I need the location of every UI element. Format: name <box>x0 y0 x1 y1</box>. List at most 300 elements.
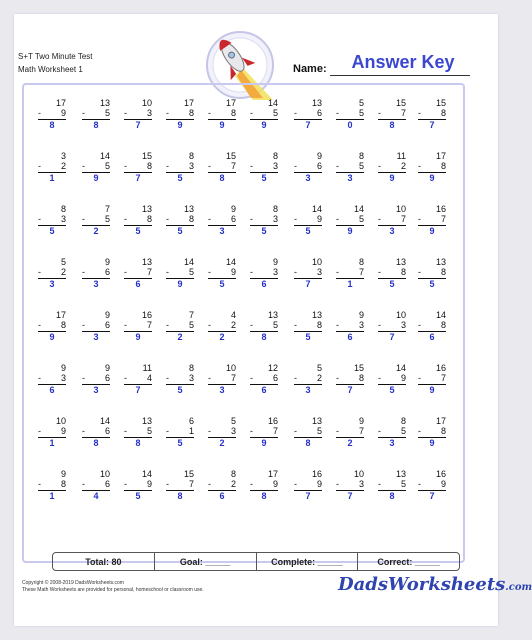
answer-value: 9 <box>219 120 225 130</box>
subtrahend-row <box>294 214 322 224</box>
minuend: 9 <box>230 204 236 214</box>
minuend: 9 <box>358 416 364 426</box>
minus-sign: - <box>124 267 127 277</box>
minus-sign: - <box>294 214 297 224</box>
minus-sign: - <box>38 479 41 489</box>
subtrahend-row <box>250 373 278 383</box>
subtrahend: 9 <box>230 267 236 277</box>
subtrahend-row <box>336 108 364 118</box>
minus-sign: - <box>294 373 297 383</box>
minus-sign: - <box>418 161 421 171</box>
minus-sign: - <box>336 214 339 224</box>
minus-sign: - <box>166 373 169 383</box>
subtrahend: 5 <box>104 161 110 171</box>
answer-value: 8 <box>135 438 141 448</box>
minuend: 14 <box>311 204 322 214</box>
problem-item <box>166 257 194 290</box>
answer-value: 5 <box>389 279 395 289</box>
problem-item <box>124 310 152 343</box>
problem-item <box>38 416 66 449</box>
minuend: 8 <box>60 204 66 214</box>
minuend: 13 <box>141 204 152 214</box>
minus-sign: - <box>294 267 297 277</box>
subtrahend: 5 <box>400 426 406 436</box>
minuend: 14 <box>267 98 278 108</box>
answer-value: 2 <box>219 438 225 448</box>
minus-sign: - <box>378 161 381 171</box>
subtrahend: 6 <box>272 373 278 383</box>
problem-item <box>336 204 364 237</box>
answer-value: 5 <box>219 279 225 289</box>
minus-sign: - <box>82 161 85 171</box>
answer-value: 8 <box>389 491 395 501</box>
subtrahend: 3 <box>146 108 152 118</box>
problem-item <box>250 363 278 396</box>
minus-sign: - <box>208 161 211 171</box>
subtrahend-row <box>124 161 152 171</box>
answer-value: 6 <box>135 279 141 289</box>
answer-value: 6 <box>429 332 435 342</box>
minus-sign: - <box>418 479 421 489</box>
brand-suffix: .com <box>505 582 532 593</box>
subtrahend: 3 <box>188 161 194 171</box>
minus-sign: - <box>124 214 127 224</box>
minuend: 14 <box>99 416 110 426</box>
problem-item <box>418 416 446 449</box>
minus-sign: - <box>38 214 41 224</box>
answer-value: 3 <box>305 173 311 183</box>
problem-item <box>294 151 322 184</box>
subtrahend-row <box>208 320 236 330</box>
minuend: 8 <box>400 416 406 426</box>
answer-value: 7 <box>347 491 353 501</box>
minuend: 17 <box>267 469 278 479</box>
minus-sign: - <box>124 373 127 383</box>
minus-sign: - <box>250 161 253 171</box>
subtrahend-row <box>166 108 194 118</box>
subtrahend-row <box>418 214 446 224</box>
subtrahend-row <box>378 320 406 330</box>
minus-sign: - <box>166 214 169 224</box>
minuend: 9 <box>104 363 110 373</box>
subtrahend-row <box>336 373 364 383</box>
answer-value: 3 <box>93 279 99 289</box>
problem-item <box>38 363 66 396</box>
goal-field: Goal: _____ <box>155 553 257 570</box>
problem-item <box>336 416 364 449</box>
problem-item <box>294 469 322 502</box>
subtrahend-row <box>82 108 110 118</box>
answer-value: 7 <box>347 385 353 395</box>
problem-item <box>294 310 322 343</box>
minuend: 17 <box>55 98 66 108</box>
subtrahend: 8 <box>188 214 194 224</box>
subtrahend: 7 <box>440 214 446 224</box>
subtrahend: 5 <box>104 108 110 118</box>
minuend: 13 <box>99 98 110 108</box>
problem-item <box>336 469 364 502</box>
subtrahend: 9 <box>316 214 322 224</box>
subtrahend: 5 <box>146 426 152 436</box>
minus-sign: - <box>250 108 253 118</box>
total-count: Total: 80 <box>53 553 155 570</box>
minuend: 17 <box>435 416 446 426</box>
answer-value: 7 <box>429 491 435 501</box>
answer-value: 7 <box>305 279 311 289</box>
minuend: 5 <box>358 98 364 108</box>
answer-value: 8 <box>261 332 267 342</box>
minus-sign: - <box>250 267 253 277</box>
answer-value: 8 <box>261 491 267 501</box>
minuend: 16 <box>141 310 152 320</box>
minuend: 8 <box>272 204 278 214</box>
subtrahend: 2 <box>230 320 236 330</box>
subtrahend-row <box>418 479 446 489</box>
subtrahend-row <box>208 267 236 277</box>
answer-value: 3 <box>93 385 99 395</box>
answer-value: 7 <box>429 120 435 130</box>
minus-sign: - <box>124 108 127 118</box>
answer-value: 5 <box>305 332 311 342</box>
minus-sign: - <box>38 320 41 330</box>
minuend: 10 <box>353 469 364 479</box>
problem-item <box>124 469 152 502</box>
subtrahend-row <box>208 161 236 171</box>
minus-sign: - <box>418 426 421 436</box>
subtrahend-row <box>166 479 194 489</box>
subtrahend: 8 <box>146 214 152 224</box>
problem-item <box>336 310 364 343</box>
minuend: 8 <box>272 151 278 161</box>
minus-sign: - <box>336 426 339 436</box>
problem-item <box>124 204 152 237</box>
minus-sign: - <box>82 214 85 224</box>
answer-value: 7 <box>135 385 141 395</box>
subtrahend-row <box>124 373 152 383</box>
subtrahend: 3 <box>358 479 364 489</box>
subtrahend-row <box>418 161 446 171</box>
problem-item <box>124 151 152 184</box>
subtrahend: 9 <box>60 108 66 118</box>
answer-value: 9 <box>347 226 353 236</box>
minuend: 13 <box>141 257 152 267</box>
answer-value: 8 <box>49 120 55 130</box>
subtrahend: 8 <box>440 108 446 118</box>
subtrahend-row <box>208 108 236 118</box>
subtrahend-row <box>124 108 152 118</box>
subtrahend: 5 <box>358 108 364 118</box>
subtrahend-row <box>250 214 278 224</box>
answer-value: 3 <box>389 226 395 236</box>
score-footer <box>52 552 460 571</box>
minuend: 14 <box>435 310 446 320</box>
correct-field: Correct: _____ <box>377 556 440 567</box>
answer-value: 2 <box>177 332 183 342</box>
subtrahend-row <box>124 426 152 436</box>
minuend: 9 <box>104 257 110 267</box>
answer-value: 5 <box>135 226 141 236</box>
subtrahend: 2 <box>60 267 66 277</box>
minuend: 8 <box>358 257 364 267</box>
subtrahend: 7 <box>400 108 406 118</box>
answer-value: 8 <box>389 120 395 130</box>
subtrahend-row <box>82 161 110 171</box>
subtrahend-row <box>336 320 364 330</box>
problem-item <box>166 204 194 237</box>
minus-sign: - <box>208 108 211 118</box>
subtrahend: 6 <box>104 320 110 330</box>
subtrahend-row <box>82 267 110 277</box>
subtrahend-row <box>38 267 66 277</box>
answer-value: 9 <box>177 120 183 130</box>
problem-item <box>336 151 364 184</box>
minuend: 11 <box>396 151 406 161</box>
minus-sign: - <box>82 373 85 383</box>
subtrahend-row <box>166 426 194 436</box>
subtrahend: 5 <box>316 426 322 436</box>
problem-item <box>378 363 406 396</box>
worksheet-title-block <box>18 50 92 76</box>
subtrahend-row <box>82 426 110 436</box>
subtrahend-row <box>378 426 406 436</box>
minuend: 13 <box>311 98 322 108</box>
answer-value: 5 <box>135 491 141 501</box>
subtrahend: 3 <box>60 373 66 383</box>
subtrahend: 7 <box>358 426 364 436</box>
answer-value: 3 <box>305 385 311 395</box>
minuend: 17 <box>435 151 446 161</box>
problem-item <box>250 416 278 449</box>
subtrahend: 3 <box>316 267 322 277</box>
problem-item <box>124 257 152 290</box>
subtrahend-row <box>166 373 194 383</box>
problem-item <box>208 363 236 396</box>
problem-item <box>250 204 278 237</box>
minus-sign: - <box>294 479 297 489</box>
minus-sign: - <box>336 161 339 171</box>
answer-value: 5 <box>305 226 311 236</box>
name-label: Name: <box>293 63 327 75</box>
problem-item <box>378 416 406 449</box>
subtrahend-row <box>294 373 322 383</box>
minus-sign: - <box>38 108 41 118</box>
problem-item <box>378 257 406 290</box>
subtrahend: 3 <box>60 214 66 224</box>
minuend: 9 <box>104 310 110 320</box>
subtrahend: 7 <box>230 373 236 383</box>
subtrahend-row <box>208 373 236 383</box>
problem-item <box>418 151 446 184</box>
subtrahend: 6 <box>104 267 110 277</box>
problem-item <box>124 98 152 131</box>
answer-value: 9 <box>177 279 183 289</box>
subtrahend-row <box>294 426 322 436</box>
answer-value: 2 <box>219 332 225 342</box>
minus-sign: - <box>336 267 339 277</box>
problem-item <box>38 98 66 131</box>
subtrahend-row <box>418 320 446 330</box>
subtrahend: 7 <box>146 320 152 330</box>
subtrahend: 2 <box>230 479 236 489</box>
subtrahend: 5 <box>188 267 194 277</box>
subtrahend: 8 <box>440 161 446 171</box>
minus-sign: - <box>166 320 169 330</box>
minus-sign: - <box>208 479 211 489</box>
minus-sign: - <box>294 426 297 436</box>
subtrahend-row <box>294 479 322 489</box>
minuend: 17 <box>55 310 66 320</box>
problem-item <box>166 416 194 449</box>
subtrahend-row <box>378 108 406 118</box>
name-line <box>330 75 470 76</box>
minuend: 13 <box>395 257 406 267</box>
copyright-line: Copyright © 2008-2019 DadsWorksheets.com <box>22 580 124 586</box>
answer-value: 5 <box>49 226 55 236</box>
minus-sign: - <box>250 426 253 436</box>
minuend: 8 <box>358 151 364 161</box>
answer-value: 4 <box>93 491 99 501</box>
problem-item <box>82 416 110 449</box>
answer-value: 6 <box>347 332 353 342</box>
answer-value: 5 <box>429 279 435 289</box>
subtrahend: 3 <box>272 267 278 277</box>
problem-item <box>378 98 406 131</box>
minus-sign: - <box>336 320 339 330</box>
answer-value: 7 <box>305 491 311 501</box>
brand-name: DadsWorksheets <box>338 574 506 595</box>
subtrahend: 6 <box>104 373 110 383</box>
minus-sign: - <box>418 214 421 224</box>
minuend: 9 <box>60 363 66 373</box>
minus-sign: - <box>250 479 253 489</box>
subtrahend: 7 <box>358 267 364 277</box>
subtrahend: 2 <box>400 161 406 171</box>
subtrahend-row <box>124 267 152 277</box>
minuend: 8 <box>188 363 194 373</box>
subtrahend-row <box>208 214 236 224</box>
minuend: 10 <box>141 98 152 108</box>
subtrahend-row <box>378 479 406 489</box>
minuend: 16 <box>435 469 446 479</box>
problem-item <box>378 204 406 237</box>
problem-item <box>294 416 322 449</box>
problem-item <box>418 204 446 237</box>
problem-item <box>82 469 110 502</box>
subtrahend-row <box>378 267 406 277</box>
subtrahend-row <box>38 479 66 489</box>
minuend: 14 <box>225 257 236 267</box>
minuend: 9 <box>358 310 364 320</box>
subtrahend: 9 <box>316 479 322 489</box>
subtrahend-row <box>294 161 322 171</box>
answer-value: 2 <box>347 438 353 448</box>
minuend: 13 <box>183 204 194 214</box>
minuend: 10 <box>225 363 236 373</box>
answer-value: 7 <box>305 120 311 130</box>
answer-value: 0 <box>347 120 353 130</box>
subtrahend-row <box>38 320 66 330</box>
subtrahend-row <box>378 214 406 224</box>
subtrahend: 2 <box>316 373 322 383</box>
subtrahend-row <box>250 320 278 330</box>
problem-item <box>38 151 66 184</box>
problem-item <box>124 416 152 449</box>
minus-sign: - <box>378 214 381 224</box>
minus-sign: - <box>294 161 297 171</box>
subtrahend-row <box>250 426 278 436</box>
answer-value: 3 <box>93 332 99 342</box>
answer-value: 3 <box>219 226 225 236</box>
answer-value: 5 <box>177 385 183 395</box>
problem-item <box>208 257 236 290</box>
copyright-block <box>22 580 204 594</box>
subtrahend: 8 <box>60 479 66 489</box>
problem-item <box>166 469 194 502</box>
answer-value: 9 <box>135 332 141 342</box>
subtrahend-row <box>378 161 406 171</box>
subtrahend: 6 <box>104 479 110 489</box>
subtrahend-row <box>166 320 194 330</box>
problem-item <box>208 310 236 343</box>
problem-item <box>38 257 66 290</box>
subtrahend: 5 <box>272 320 278 330</box>
minus-sign: - <box>208 373 211 383</box>
minus-sign: - <box>208 426 211 436</box>
subtrahend-row <box>336 267 364 277</box>
minus-sign: - <box>294 108 297 118</box>
answer-value: 5 <box>261 173 267 183</box>
minuend: 16 <box>311 469 322 479</box>
minuend: 10 <box>395 204 406 214</box>
subtrahend: 4 <box>146 373 152 383</box>
answer-value: 3 <box>389 438 395 448</box>
subtrahend: 9 <box>146 479 152 489</box>
subtrahend-row <box>38 161 66 171</box>
subtrahend-row <box>166 267 194 277</box>
subtrahend-row <box>124 479 152 489</box>
minuend: 10 <box>99 469 110 479</box>
subtrahend-row <box>336 426 364 436</box>
problem-item <box>82 257 110 290</box>
subtrahend-row <box>124 214 152 224</box>
minuend: 15 <box>225 151 236 161</box>
minuend: 6 <box>188 416 194 426</box>
minus-sign: - <box>124 426 127 436</box>
minus-sign: - <box>208 267 211 277</box>
minuend: 14 <box>353 204 364 214</box>
subtrahend: 8 <box>400 267 406 277</box>
answer-value: 5 <box>389 385 395 395</box>
problem-item <box>294 257 322 290</box>
answer-value: 9 <box>389 173 395 183</box>
answer-value: 9 <box>429 226 435 236</box>
subtrahend-row <box>38 426 66 436</box>
problem-item <box>418 469 446 502</box>
subtrahend-row <box>208 426 236 436</box>
minuend: 11 <box>142 363 152 373</box>
problem-item <box>166 151 194 184</box>
subtrahend: 3 <box>400 320 406 330</box>
problem-item <box>418 310 446 343</box>
subtrahend-row <box>418 426 446 436</box>
minuend: 8 <box>230 469 236 479</box>
minus-sign: - <box>38 267 41 277</box>
minuend: 13 <box>267 310 278 320</box>
usage-note: These Math Worksheets are provided for personal, homeschool or classroom use. <box>22 587 204 593</box>
answer-value: 5 <box>177 226 183 236</box>
minus-sign: - <box>378 320 381 330</box>
subtrahend: 1 <box>188 426 194 436</box>
